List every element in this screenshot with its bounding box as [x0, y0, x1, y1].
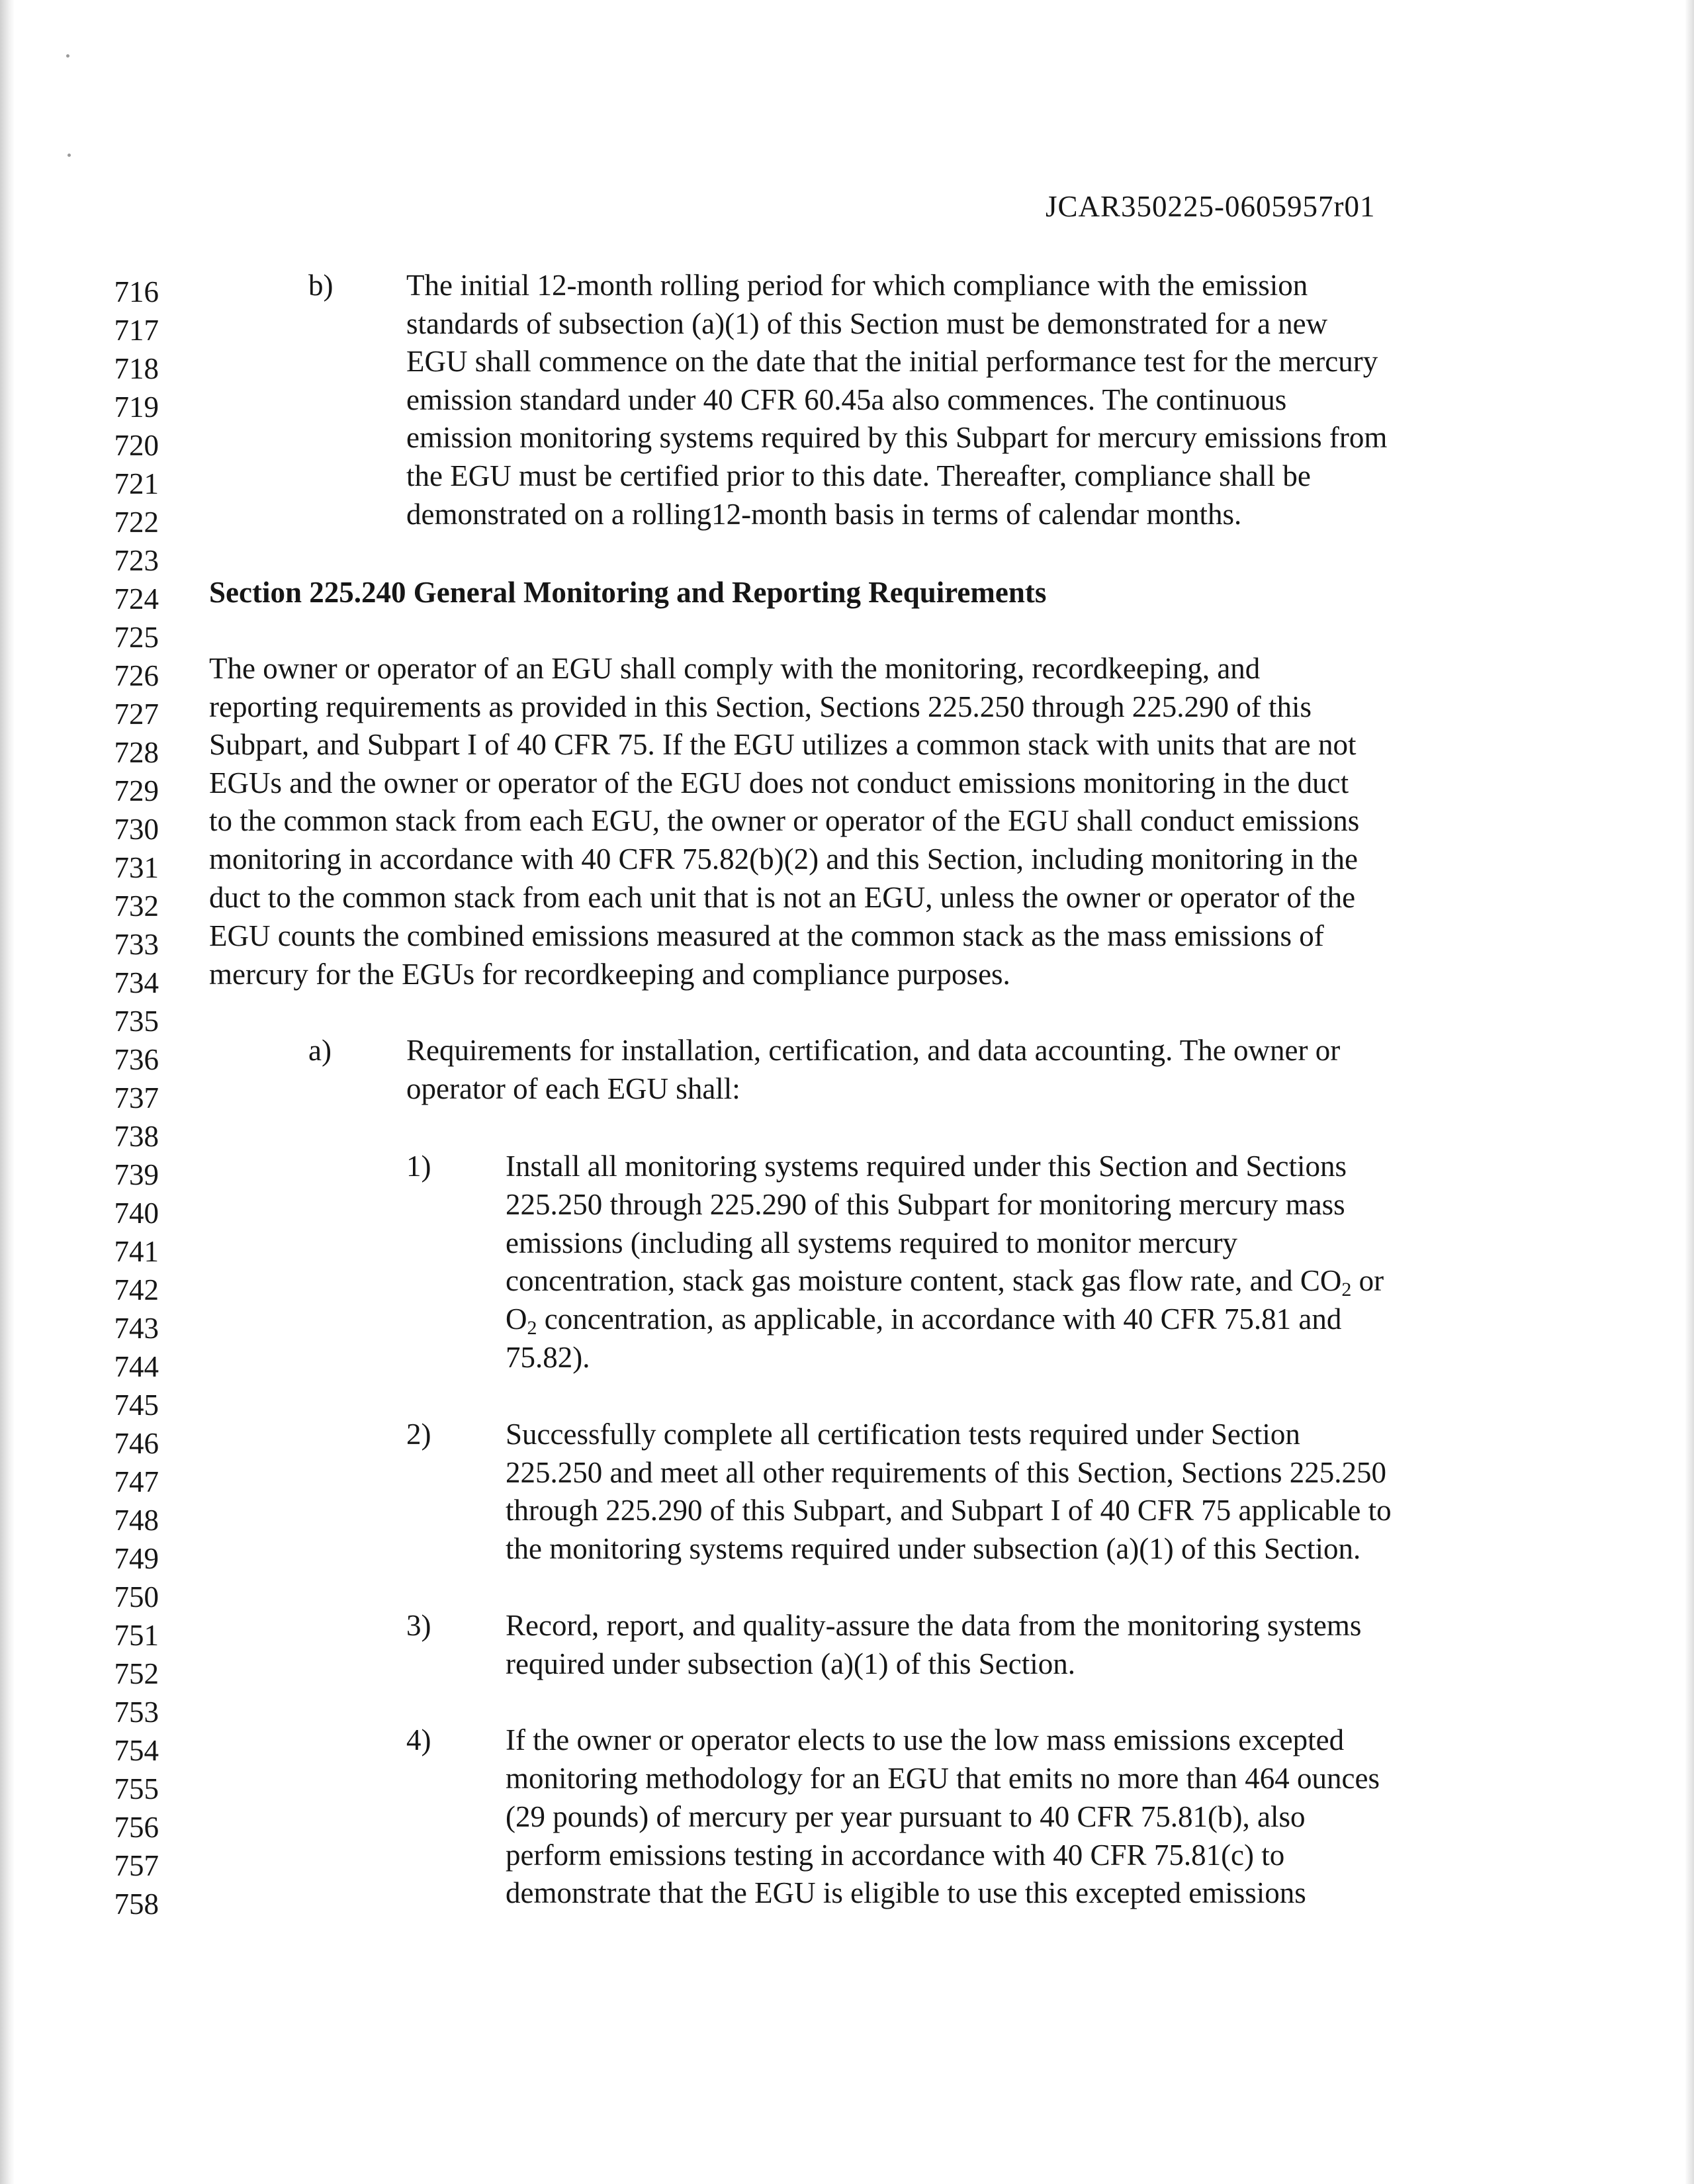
- body-text: If the owner or operator elects to use the low mass emissions excepted: [506, 1723, 1345, 1756]
- line-number: 716: [114, 275, 159, 308]
- body-text: reporting requirements as provided in this Section, Sections 225.250 through 225.290 of this: [209, 690, 1312, 723]
- scan-edge-right: [1685, 0, 1694, 2184]
- body-text: emission monitoring systems required by this Subpart for mercury emissions from: [406, 421, 1388, 454]
- body-text: duct to the common stack from each unit that is not an EGU, unless the owner or operator of the: [209, 881, 1356, 914]
- line-number: 746: [114, 1427, 159, 1460]
- body-text: demonstrate that the EGU is eligible to use this excepted emissions: [506, 1876, 1306, 1909]
- body-text: concentration, as applicable, in accordance with 40 CFR 75.81 and: [537, 1302, 1342, 1336]
- body-text: the monitoring systems required under subsection (a)(1) of this Section.: [506, 1532, 1361, 1565]
- subscript: 2: [1341, 1279, 1352, 1300]
- line-number: 718: [114, 352, 159, 385]
- line-number: 729: [114, 774, 159, 807]
- line-number: 744: [114, 1350, 159, 1383]
- body-text: required under subsection (a)(1) of this Section.: [506, 1647, 1075, 1680]
- body-text: Subpart, and Subpart I of 40 CFR 75. If the EGU utilizes a common stack with units that are not: [209, 728, 1357, 761]
- line-number: 750: [114, 1580, 159, 1614]
- body-text: through 225.290 of this Subpart, and Subpart I of 40 CFR 75 applicable to: [506, 1494, 1392, 1527]
- paragraph-label: 4): [406, 1723, 431, 1756]
- line-number: 736: [114, 1043, 159, 1076]
- line-number: 749: [114, 1542, 159, 1575]
- line-number: 747: [114, 1465, 159, 1498]
- body-text: EGUs and the owner or operator of the EGU does not conduct emissions monitoring in the duct: [209, 766, 1349, 799]
- body-text: the EGU must be certified prior to this date. Thereafter, compliance shall be: [406, 459, 1311, 492]
- document-id: JCAR350225-0605957r01: [1046, 190, 1376, 223]
- line-number: 748: [114, 1504, 159, 1537]
- line-number: 740: [114, 1197, 159, 1230]
- paragraph-label: 2): [406, 1418, 431, 1451]
- line-number: 743: [114, 1312, 159, 1345]
- body-text: Successfully complete all certification tests required under Section: [506, 1418, 1300, 1451]
- line-number: 755: [114, 1772, 159, 1805]
- body-text: monitoring methodology for an EGU that emits no more than 464 ounces: [506, 1762, 1380, 1795]
- paragraph-label: 1): [406, 1150, 431, 1183]
- section-heading: Section 225.240 General Monitoring and Reporting Requirements: [209, 576, 1047, 609]
- body-text: The initial 12-month rolling period for which compliance with the emission: [406, 269, 1308, 302]
- line-number: 758: [114, 1888, 159, 1921]
- body-text: standards of subsection (a)(1) of this Section must be demonstrated for a new: [406, 307, 1328, 340]
- line-number: 754: [114, 1734, 159, 1767]
- line-number: 737: [114, 1081, 159, 1115]
- line-number: 731: [114, 851, 159, 884]
- subscript: 2: [527, 1317, 537, 1339]
- body-text-with-subscript: [506, 1263, 1384, 1298]
- body-text: (29 pounds) of mercury per year pursuant to 40 CFR 75.81(b), also: [506, 1800, 1306, 1833]
- body-text: 225.250 through 225.290 of this Subpart for monitoring mercury mass: [506, 1188, 1345, 1221]
- body-text: emission standard under 40 CFR 60.45a also commences. The continuous: [406, 383, 1287, 416]
- line-number: 734: [114, 966, 159, 999]
- body-text: Requirements for installation, certification, and data accounting. The owner or: [406, 1034, 1341, 1067]
- body-text: 225.250 and meet all other requirements of this Section, Sections 225.250: [506, 1456, 1386, 1489]
- line-number: 738: [114, 1120, 159, 1153]
- body-text: O: [506, 1302, 527, 1336]
- line-number: 720: [114, 429, 159, 462]
- subsection-label: a): [308, 1034, 332, 1067]
- line-number: 733: [114, 928, 159, 961]
- scan-speck: [66, 54, 69, 58]
- subsection-label: b): [308, 269, 334, 302]
- line-number: 730: [114, 813, 159, 846]
- line-number: 751: [114, 1619, 159, 1652]
- body-text: EGU counts the combined emissions measured at the common stack as the mass emissions of: [209, 919, 1324, 952]
- body-text: demonstrated on a rolling12-month basis in terms of calendar months.: [406, 498, 1242, 531]
- line-number: 757: [114, 1849, 159, 1882]
- body-text: concentration, stack gas moisture content, stack gas flow rate, and CO: [506, 1264, 1342, 1297]
- body-text: Install all monitoring systems required under this Section and Sections: [506, 1150, 1347, 1183]
- body-text: or: [1351, 1264, 1384, 1297]
- line-number: 745: [114, 1388, 159, 1422]
- line-number: 726: [114, 659, 159, 692]
- body-text: The owner or operator of an EGU shall comply with the monitoring, recordkeeping, and: [209, 652, 1261, 685]
- scan-speck: [67, 154, 71, 157]
- line-number: 756: [114, 1811, 159, 1844]
- scan-edge-left: [0, 0, 15, 2184]
- body-text-with-subscript: [506, 1302, 1342, 1339]
- body-text: emissions (including all systems required to monitor mercury: [506, 1226, 1238, 1259]
- line-number: 728: [114, 736, 159, 769]
- line-number: 723: [114, 544, 159, 577]
- line-number: 719: [114, 390, 159, 424]
- paragraph-label: 3): [406, 1609, 431, 1642]
- body-text: mercury for the EGUs for recordkeeping and compliance purposes.: [209, 958, 1010, 991]
- body-text: monitoring in accordance with 40 CFR 75.82(b)(2) and this Section, including monitoring in the: [209, 842, 1358, 876]
- line-number: 724: [114, 582, 159, 615]
- line-number: 739: [114, 1158, 159, 1191]
- line-number: 725: [114, 621, 159, 654]
- line-number: 732: [114, 889, 159, 923]
- line-number: 753: [114, 1696, 159, 1729]
- line-number: 727: [114, 698, 159, 731]
- body-text: Record, report, and quality-assure the data from the monitoring systems: [506, 1609, 1362, 1642]
- body-text: EGU shall commence on the date that the initial performance test for the mercury: [406, 345, 1378, 378]
- body-text: to the common stack from each EGU, the owner or operator of the EGU shall conduct emissions: [209, 804, 1360, 837]
- body-text: 75.82).: [506, 1341, 590, 1374]
- line-number: 735: [114, 1005, 159, 1038]
- body-text: operator of each EGU shall:: [406, 1072, 740, 1105]
- line-number: 752: [114, 1657, 159, 1690]
- line-number: 741: [114, 1235, 159, 1268]
- line-number: 742: [114, 1273, 159, 1306]
- line-number: 717: [114, 314, 159, 347]
- line-number: 721: [114, 467, 159, 500]
- line-number: 722: [114, 506, 159, 539]
- body-text: perform emissions testing in accordance with 40 CFR 75.81(c) to: [506, 1839, 1285, 1872]
